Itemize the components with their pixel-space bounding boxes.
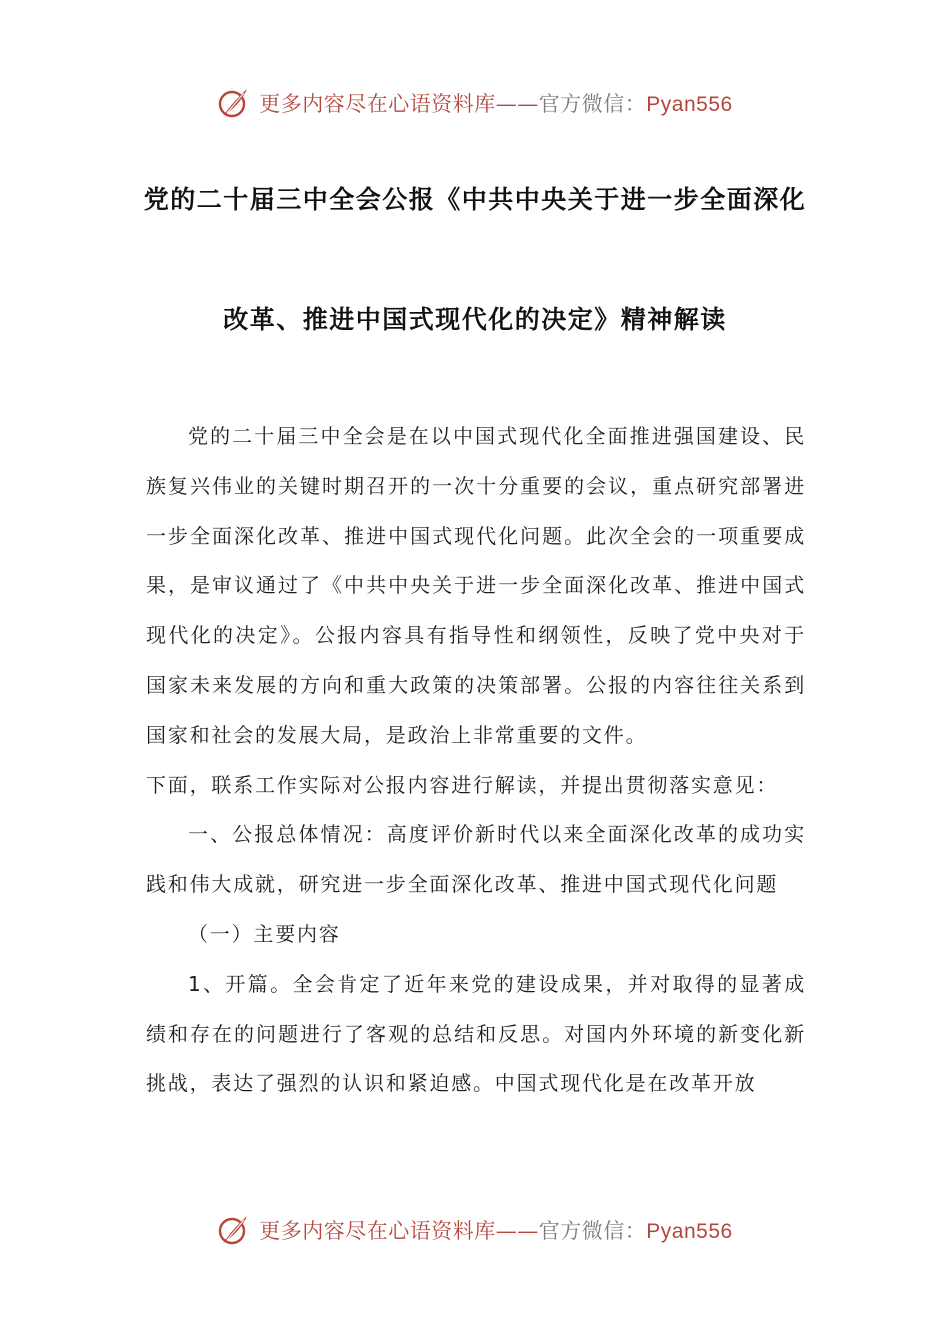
watermark-prefix: 更多内容尽在心语资料库 bbox=[259, 92, 496, 116]
paragraph-opening: 1、开篇。全会肯定了近年来党的建设成果，并对取得的显著成绩和存在的问题进行了客观的总结和反思。对国内外环境的新变化新挑战，表达了强烈的认识和紧迫感。中国式现代化是在改革开放 bbox=[146, 971, 806, 1096]
watermark-wechat-id: Pyan556 bbox=[646, 93, 733, 116]
section-heading-1: 一、公报总体情况：高度评价新时代以来全面深化改革的成功实践和伟大成就，研究进一步全面深化改革、推进中国式现代化问题 bbox=[146, 822, 806, 897]
watermark-separator: —— bbox=[495, 1219, 539, 1243]
paragraph-transition: 下面，联系工作实际对公报内容进行解读，并提出贯彻落实意见： bbox=[146, 772, 779, 797]
watermark-text bbox=[259, 88, 732, 118]
document-title-line-2: 改革、推进中国式现代化的决定》精神解读 bbox=[223, 305, 727, 334]
watermark-header bbox=[0, 83, 950, 123]
subsection-heading-1: （一）主要内容 bbox=[188, 921, 341, 946]
watermark-footer bbox=[0, 1210, 950, 1250]
document-title-line-1: 党的二十届三中全会公报《中共中央关于进一步全面深化 bbox=[143, 185, 807, 214]
watermark-label: 官方微信： bbox=[538, 92, 647, 116]
watermark-prefix: 更多内容尽在心语资料库 bbox=[259, 1219, 496, 1243]
watermark-text bbox=[259, 1215, 732, 1245]
document-body bbox=[146, 412, 806, 1109]
paragraph-intro: 党的二十届三中全会是在以中国式现代化全面推进强国建设、民族复兴伟业的关键时期召开的一次十分重要的会议，重点研究部署进一步全面深化改革、推进中国式现代化问题。此次全会的一项重要成果，是审议通过了《中共中央关于进一步全面深化改革、推进中国式现代化的决定》。公报内容具有指导性和纲领性，反映了党中央对于国家未来发展的方向和重大政策的决策部署。公报的内容往往关系到国家和社会的发展大局，是政治上非常重要的文件。 bbox=[146, 424, 806, 747]
watermark-label: 官方微信： bbox=[538, 1219, 647, 1243]
quill-pen-logo-icon bbox=[217, 86, 251, 120]
watermark-separator: —— bbox=[495, 92, 539, 116]
watermark-wechat-id: Pyan556 bbox=[646, 1220, 733, 1243]
quill-pen-logo-icon bbox=[217, 1213, 251, 1247]
